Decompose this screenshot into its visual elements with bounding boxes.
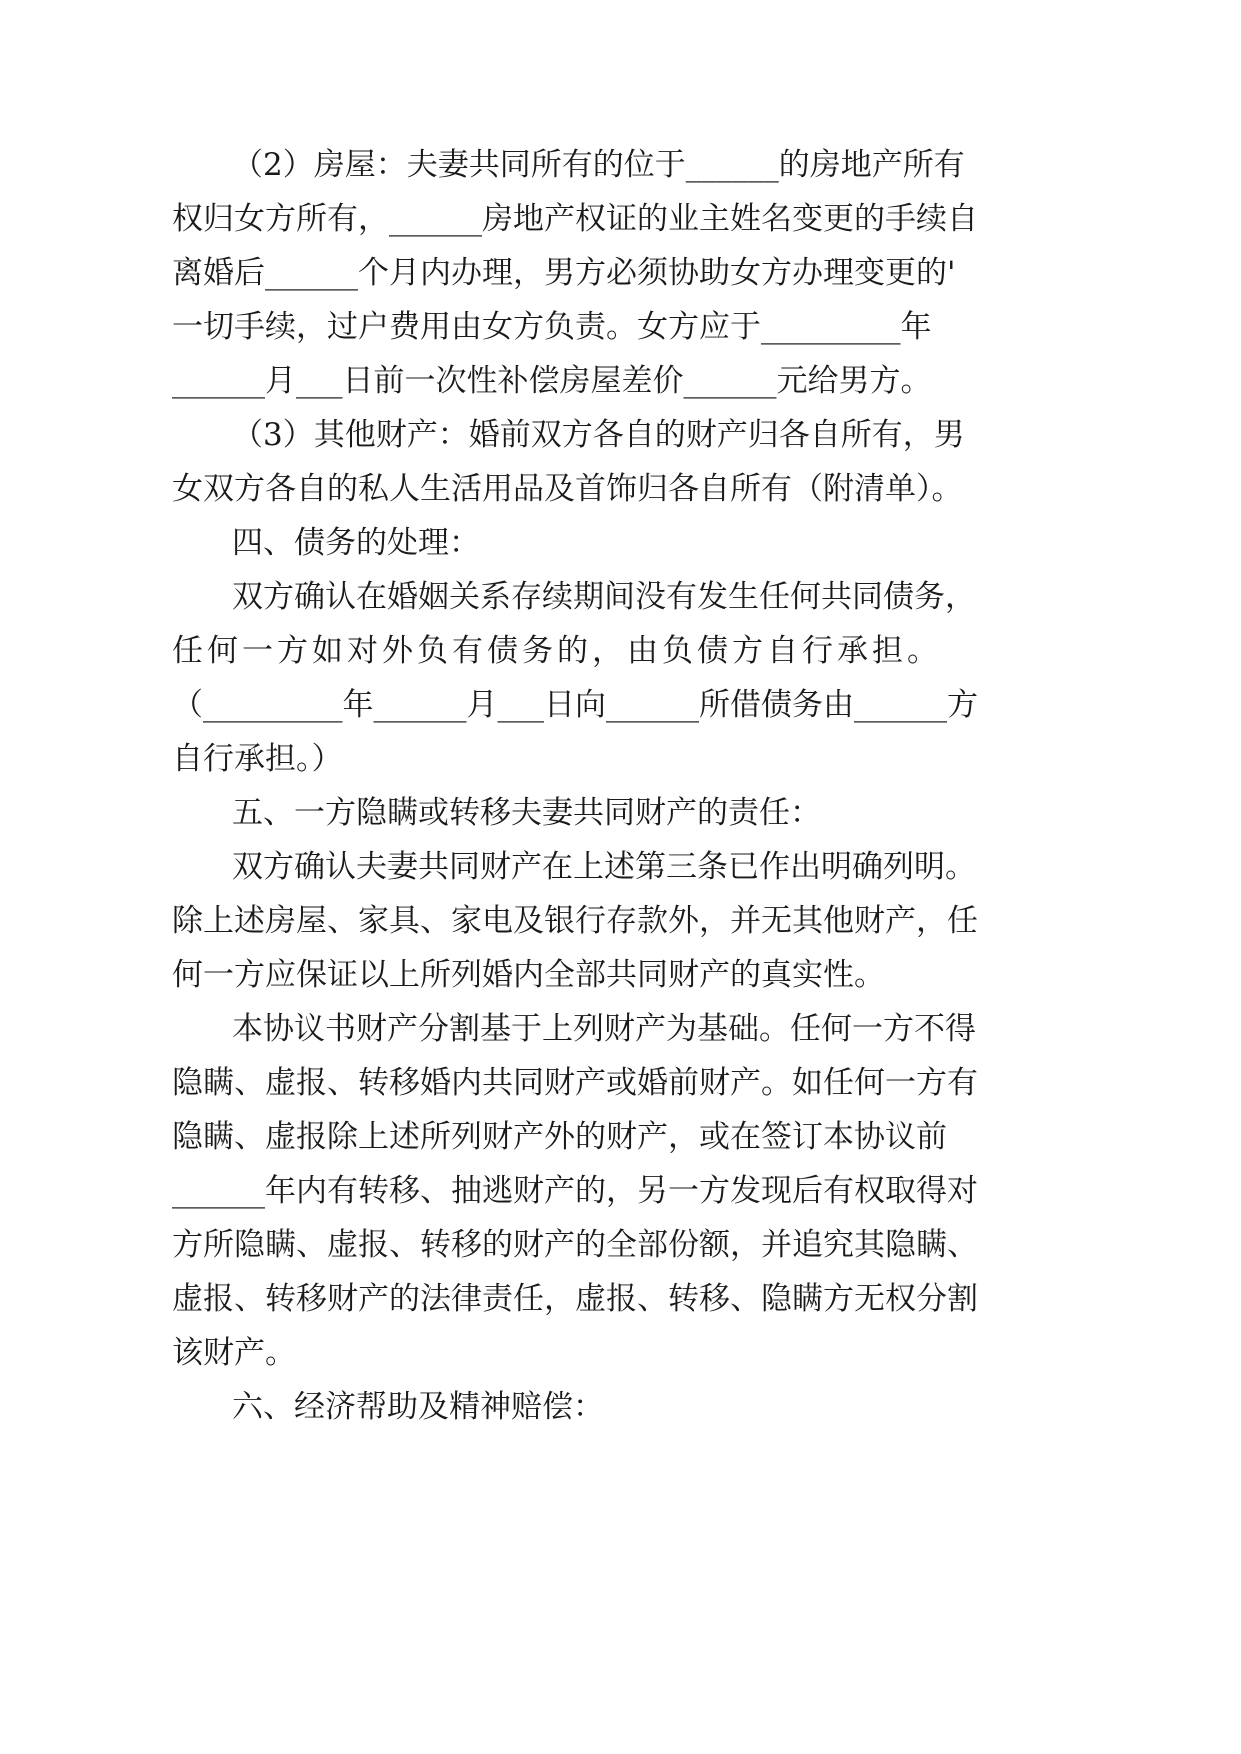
- heading-economic-assistance: 六、经济帮助及精神赔偿：: [232, 1389, 604, 1425]
- paragraph-concealment-line-2: 除上述房屋、家具、家电及银行存款外，并无其他财产，任: [172, 903, 978, 939]
- paragraph-house-line-5: ______月___日前一次性补偿房屋差价______元给男方。: [172, 363, 932, 399]
- paragraph-house-line-4: 一切手续，过户费用由女方负责。女方应于_________年: [172, 309, 932, 345]
- paragraph-debt-line-2: 任何一方如对外负有债务的，由负债方自行承担。: [172, 633, 942, 669]
- paragraph-concealment-line-1: 双方确认夫妻共同财产在上述第三条已作出明确列明。: [232, 849, 976, 885]
- paragraph-division-line-1: 本协议书财产分割基于上列财产为基础。任何一方不得: [232, 1011, 976, 1047]
- paragraph-house-line-1: （2）房屋：夫妻共同所有的位于______的房地产所有: [232, 147, 965, 183]
- paragraph-other-property-line-2: 女双方各自的私人生活用品及首饰归各自所有（附清单）。: [172, 471, 963, 507]
- paragraph-debt-line-1: 双方确认在婚姻关系存续期间没有发生任何共同债务，: [232, 579, 976, 615]
- paragraph-debt-line-4: 自行承担。）: [172, 741, 343, 777]
- paragraph-house-line-2: 权归女方所有，______房地产权证的业主姓名变更的手续自: [172, 201, 978, 237]
- paragraph-division-line-7: 该财产。: [172, 1335, 296, 1371]
- paragraph-concealment-line-3: 何一方应保证以上所列婚内全部共同财产的真实性。: [172, 957, 885, 993]
- paragraph-division-line-2: 隐瞒、虚报、转移婚内共同财产或婚前财产。如任何一方有: [172, 1065, 978, 1101]
- paragraph-division-line-3: 隐瞒、虚报除上述所列财产外的财产，或在签订本协议前: [172, 1119, 947, 1155]
- paragraph-division-line-4: ______年内有转移、抽逃财产的，另一方发现后有权取得对: [172, 1173, 978, 1209]
- paragraph-division-line-6: 虚报、转移财产的法律责任，虚报、转移、隐瞒方无权分割: [172, 1281, 978, 1317]
- paragraph-other-property-line-1: （3）其他财产：婚前双方各自的财产归各自所有，男: [232, 417, 965, 453]
- heading-debt-handling: 四、债务的处理：: [232, 525, 480, 561]
- paragraph-house-line-3: 离婚后______个月内办理，男方必须协助女方办理变更的': [172, 255, 956, 291]
- paragraph-debt-line-3: （_________年______月___日向______所借债务由______方: [172, 687, 978, 723]
- paragraph-division-line-5: 方所隐瞒、虚报、转移的财产的全部份额，并追究其隐瞒、: [172, 1227, 978, 1263]
- heading-concealment-liability: 五、一方隐瞒或转移夫妻共同财产的责任：: [232, 795, 821, 831]
